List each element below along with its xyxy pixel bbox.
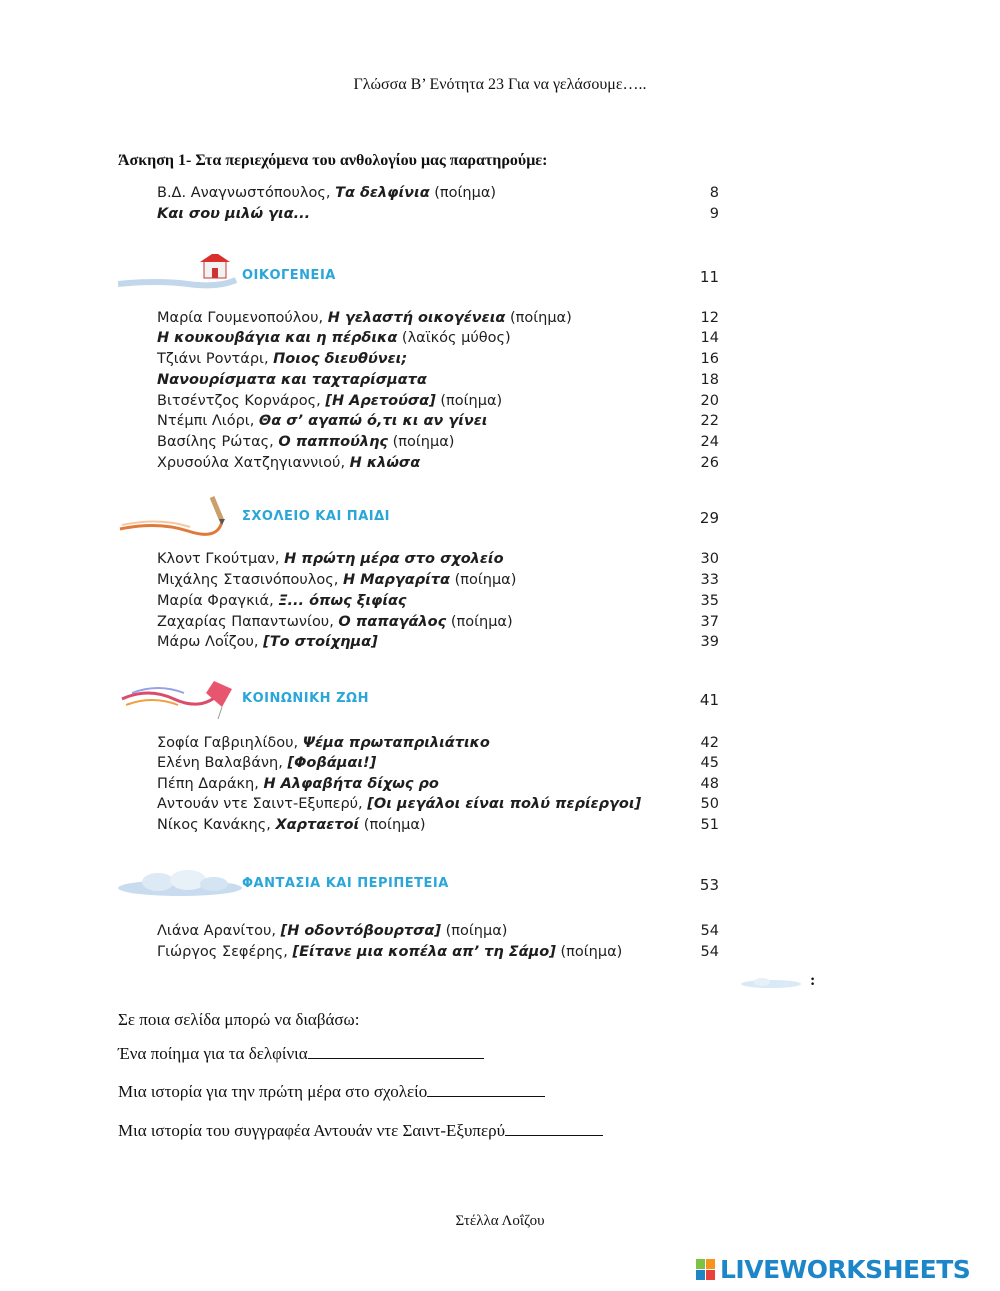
toc-entry (157, 372, 719, 392)
toc-entry-author: Νίκος Κανάκης, (157, 817, 276, 833)
toc-page-number: 35 (700, 593, 719, 609)
toc-page-number: 18 (700, 372, 719, 388)
toc-section-header (118, 677, 719, 721)
toc-section-header (118, 862, 719, 906)
toc-entry (157, 593, 719, 613)
toc-entry (157, 572, 719, 592)
toc-entry-title (157, 455, 420, 471)
toc-entry-title (157, 776, 439, 792)
toc-page-number: 26 (700, 455, 719, 471)
answer-blank-field[interactable] (308, 1044, 484, 1059)
question-item (118, 1121, 603, 1141)
toc-entry-work: [Είτανε μια κοπέλα απ’ τη Σάμο] (292, 944, 556, 960)
toc-entry (157, 413, 719, 433)
toc-entry-author: Αντουάν ντε Σαιντ-Εξυπερύ, (157, 796, 368, 812)
toc-entry-work: Η γελαστή οικογένεια (327, 310, 506, 326)
toc-page-number: 51 (700, 817, 719, 833)
toc-entry-title (157, 393, 502, 409)
toc-section-label: ΟΙΚΟΓΕΝΕΙΑ (242, 268, 336, 283)
toc-entry-genre: (ποίημα) (435, 393, 503, 409)
toc-entry (157, 185, 719, 205)
liveworksheets-logo (696, 1255, 996, 1285)
toc-page-number: 50 (700, 796, 719, 812)
toc-entry-title (157, 206, 310, 222)
toc-entry-genre: (ποίημα) (359, 817, 426, 833)
toc-entry (157, 614, 719, 634)
answer-blank-field[interactable] (505, 1121, 603, 1136)
toc-section-page: 41 (699, 691, 719, 709)
toc-entry-work: [Η οδοντόβουρτσα] (280, 923, 441, 939)
toc-entry-title (157, 634, 378, 650)
toc-entry-genre: (ποίημα) (388, 434, 455, 450)
toc-entry-title (157, 434, 454, 450)
toc-page-number: 42 (700, 735, 719, 751)
toc-entry (157, 351, 719, 371)
toc-entry-work: [Οι μεγάλοι είναι πολύ περίεργοι] (367, 796, 642, 812)
toc-page-number: 48 (700, 776, 719, 792)
toc-entry-author: Μαρία Γουμενοπούλου, (157, 310, 328, 326)
toc-section-page: 29 (699, 509, 719, 527)
stray-colon: : (810, 972, 816, 989)
toc-entry-title (157, 923, 507, 939)
toc-entry-work: Θα σ’ αγαπώ ό,τι κι αν γίνει (258, 413, 488, 429)
toc-entry-title (157, 330, 511, 346)
toc-entry-title (157, 593, 407, 609)
toc-entry-title (157, 572, 516, 588)
toc-entry (157, 455, 719, 475)
toc-entry-genre: (λαϊκός μύθος) (397, 330, 511, 346)
toc-entry-title (157, 185, 496, 201)
toc-entry-work: Η Αλφαβήτα δίχως ρο (263, 776, 439, 792)
toc-page-number: 16 (700, 351, 719, 367)
toc-entry-title (157, 614, 513, 630)
toc-entry-title (157, 551, 504, 567)
toc-entry-author: Β.Δ. Αναγνωστόπουλος, (157, 185, 336, 201)
toc-entry (157, 206, 719, 226)
toc-entry-work: [Το στοίχημα] (263, 634, 378, 650)
toc-entry-author: Ελένη Βαλαβάνη, (157, 755, 288, 771)
toc-entry-author: Ζαχαρίας Παπαντωνίου, (157, 614, 339, 630)
toc-section-page: 53 (699, 876, 719, 894)
cloud-fragment-image (740, 976, 802, 988)
toc-section-page: 11 (699, 268, 719, 286)
question-text: Ένα ποίημα για τα δελφίνια (118, 1044, 308, 1063)
toc-entry-work: Η πρώτη μέρα στο σχολείο (284, 551, 504, 567)
toc-entry-work: Τα δελφίνια (335, 185, 430, 201)
toc-entry-work: Ο παπαγάλος (338, 614, 447, 630)
toc-entry-author: Μάρω Λοΐζου, (157, 634, 264, 650)
toc-entry-work: Ποιος διευθύνει; (273, 351, 408, 367)
toc-entry-title (157, 413, 487, 429)
toc-entry-author: Βασίλης Ρώτας, (157, 434, 279, 450)
toc-entry-author: Μαρία Φραγκιά, (157, 593, 279, 609)
toc-entry (157, 923, 719, 943)
toc-entry-author: Μιχάλης Στασινόπουλος, (157, 572, 343, 588)
exercise-heading: Άσκηση 1- Στα περιεχόμενα του ανθολογίου μας παρατηρούμε: (118, 152, 548, 169)
toc-page-number: 39 (700, 634, 719, 650)
toc-entry-author: Κλοντ Γκούτμαν, (157, 551, 285, 567)
question-item (118, 1044, 484, 1064)
question-item (118, 1082, 545, 1102)
toc-entry (157, 310, 719, 330)
toc-entry (157, 434, 719, 454)
toc-entry-title (157, 817, 426, 833)
toc-page-number: 30 (700, 551, 719, 567)
toc-entry (157, 796, 719, 816)
toc-entry-author: Γιώργος Σεφέρης, (157, 944, 293, 960)
toc-entry (157, 393, 719, 413)
toc-entry-work: Ψέμα πρωταπριλιάτικο (302, 735, 490, 751)
toc-entry-genre: (ποίημα) (555, 944, 623, 960)
question-text: Μια ιστορία του συγγραφέα Αντουάν ντε Σαιντ-Εξυπερύ (118, 1121, 506, 1140)
answer-blank-field[interactable] (427, 1082, 545, 1097)
toc-entry (157, 755, 719, 775)
toc-page-number: 20 (700, 393, 719, 409)
toc-entry-work: [Φοβάμαι!] (287, 755, 377, 771)
toc-entry-work: Η κουκουβάγια και η πέρδικα (157, 330, 398, 346)
toc-page-number: 33 (700, 572, 719, 588)
toc-entry (157, 735, 719, 755)
toc-entry-author: Τζιάνι Ροντάρι, (157, 351, 274, 367)
toc-entry-work: [Η Αρετούσα] (325, 393, 436, 409)
toc-entry (157, 776, 719, 796)
toc-entry-work: Η Μαργαρίτα (342, 572, 450, 588)
toc-entry-work: Ξ... όπως ξιφίας (278, 593, 407, 609)
toc-page-number: 54 (700, 944, 719, 960)
toc-entry-title (157, 372, 427, 388)
toc-page-number: 24 (700, 434, 719, 450)
logo-text: LIVEWORKSHEETS (720, 1255, 971, 1284)
author-name: Στέλλα Λοΐζου (455, 1213, 545, 1229)
toc-entry-title (157, 755, 376, 771)
toc-entry (157, 330, 719, 350)
logo-blocks-icon (696, 1259, 716, 1281)
toc-entry-title (157, 944, 622, 960)
toc-entry-genre: (ποίημα) (505, 310, 572, 326)
toc-entry-work: Ο παππούλης (278, 434, 388, 450)
toc-entry-work: Χαρταετοί (275, 817, 360, 833)
toc-entry-author: Βιτσέντζος Κορνάρος, (157, 393, 326, 409)
toc-entry-work: Νανουρίσματα και ταχταρίσματα (157, 372, 427, 388)
toc-entry-author: Χρυσούλα Χατζηγιαννιού, (157, 455, 350, 471)
toc-entry-genre: (ποίημα) (429, 185, 497, 201)
toc-page-number: 37 (700, 614, 719, 630)
worksheet-title: Γλώσσα Β’ Ενότητα 23 Για να γελάσουμε….. (353, 76, 647, 93)
toc-entry-title (157, 796, 641, 812)
toc-page-number: 22 (700, 413, 719, 429)
toc-page-number: 12 (700, 310, 719, 326)
toc-page-number: 14 (700, 330, 719, 346)
toc-page-number: 54 (700, 923, 719, 939)
toc-entry (157, 817, 719, 837)
toc-section-label: ΣΧΟΛΕΙΟ ΚΑΙ ΠΑΙΔΙ (242, 509, 390, 524)
toc-page-number: 9 (709, 206, 719, 222)
toc-entry (157, 944, 719, 964)
toc-entry-title (157, 735, 490, 751)
toc-section-label: ΚΟΙΝΩΝΙΚΗ ΖΩΗ (242, 691, 369, 706)
toc-entry-genre: (ποίημα) (449, 572, 517, 588)
toc-entry-author: Ντέμπι Λιόρι, (157, 413, 259, 429)
toc-section-label: ΦΑΝΤΑΣΙΑ ΚΑΙ ΠΕΡΙΠΕΤΕΙΑ (242, 876, 449, 891)
toc-entry (157, 634, 719, 654)
toc-entry-title (157, 351, 407, 367)
toc-page-number: 45 (700, 755, 719, 771)
toc-section-header (118, 254, 719, 298)
toc-page-number: 8 (709, 185, 719, 201)
toc-entry-author: Πέπη Δαράκη, (157, 776, 264, 792)
toc-entry-genre: (ποίημα) (441, 923, 508, 939)
toc-section-header (118, 495, 719, 539)
toc-entry-work: Η κλώσα (349, 455, 421, 471)
toc-entry-author: Σοφία Γαβριηλίδου, (157, 735, 303, 751)
toc-entry-work: Και σου μιλώ για... (157, 206, 311, 222)
question-text: Μια ιστορία για την πρώτη μέρα στο σχολείο (118, 1082, 428, 1101)
toc-entry-title (157, 310, 572, 326)
toc-entry-author: Λιάνα Αρανίτου, (157, 923, 281, 939)
toc-entry (157, 551, 719, 571)
questions-intro: Σε ποια σελίδα μπορώ να διαβάσω: (118, 1010, 360, 1029)
toc-entry-genre: (ποίημα) (446, 614, 513, 630)
